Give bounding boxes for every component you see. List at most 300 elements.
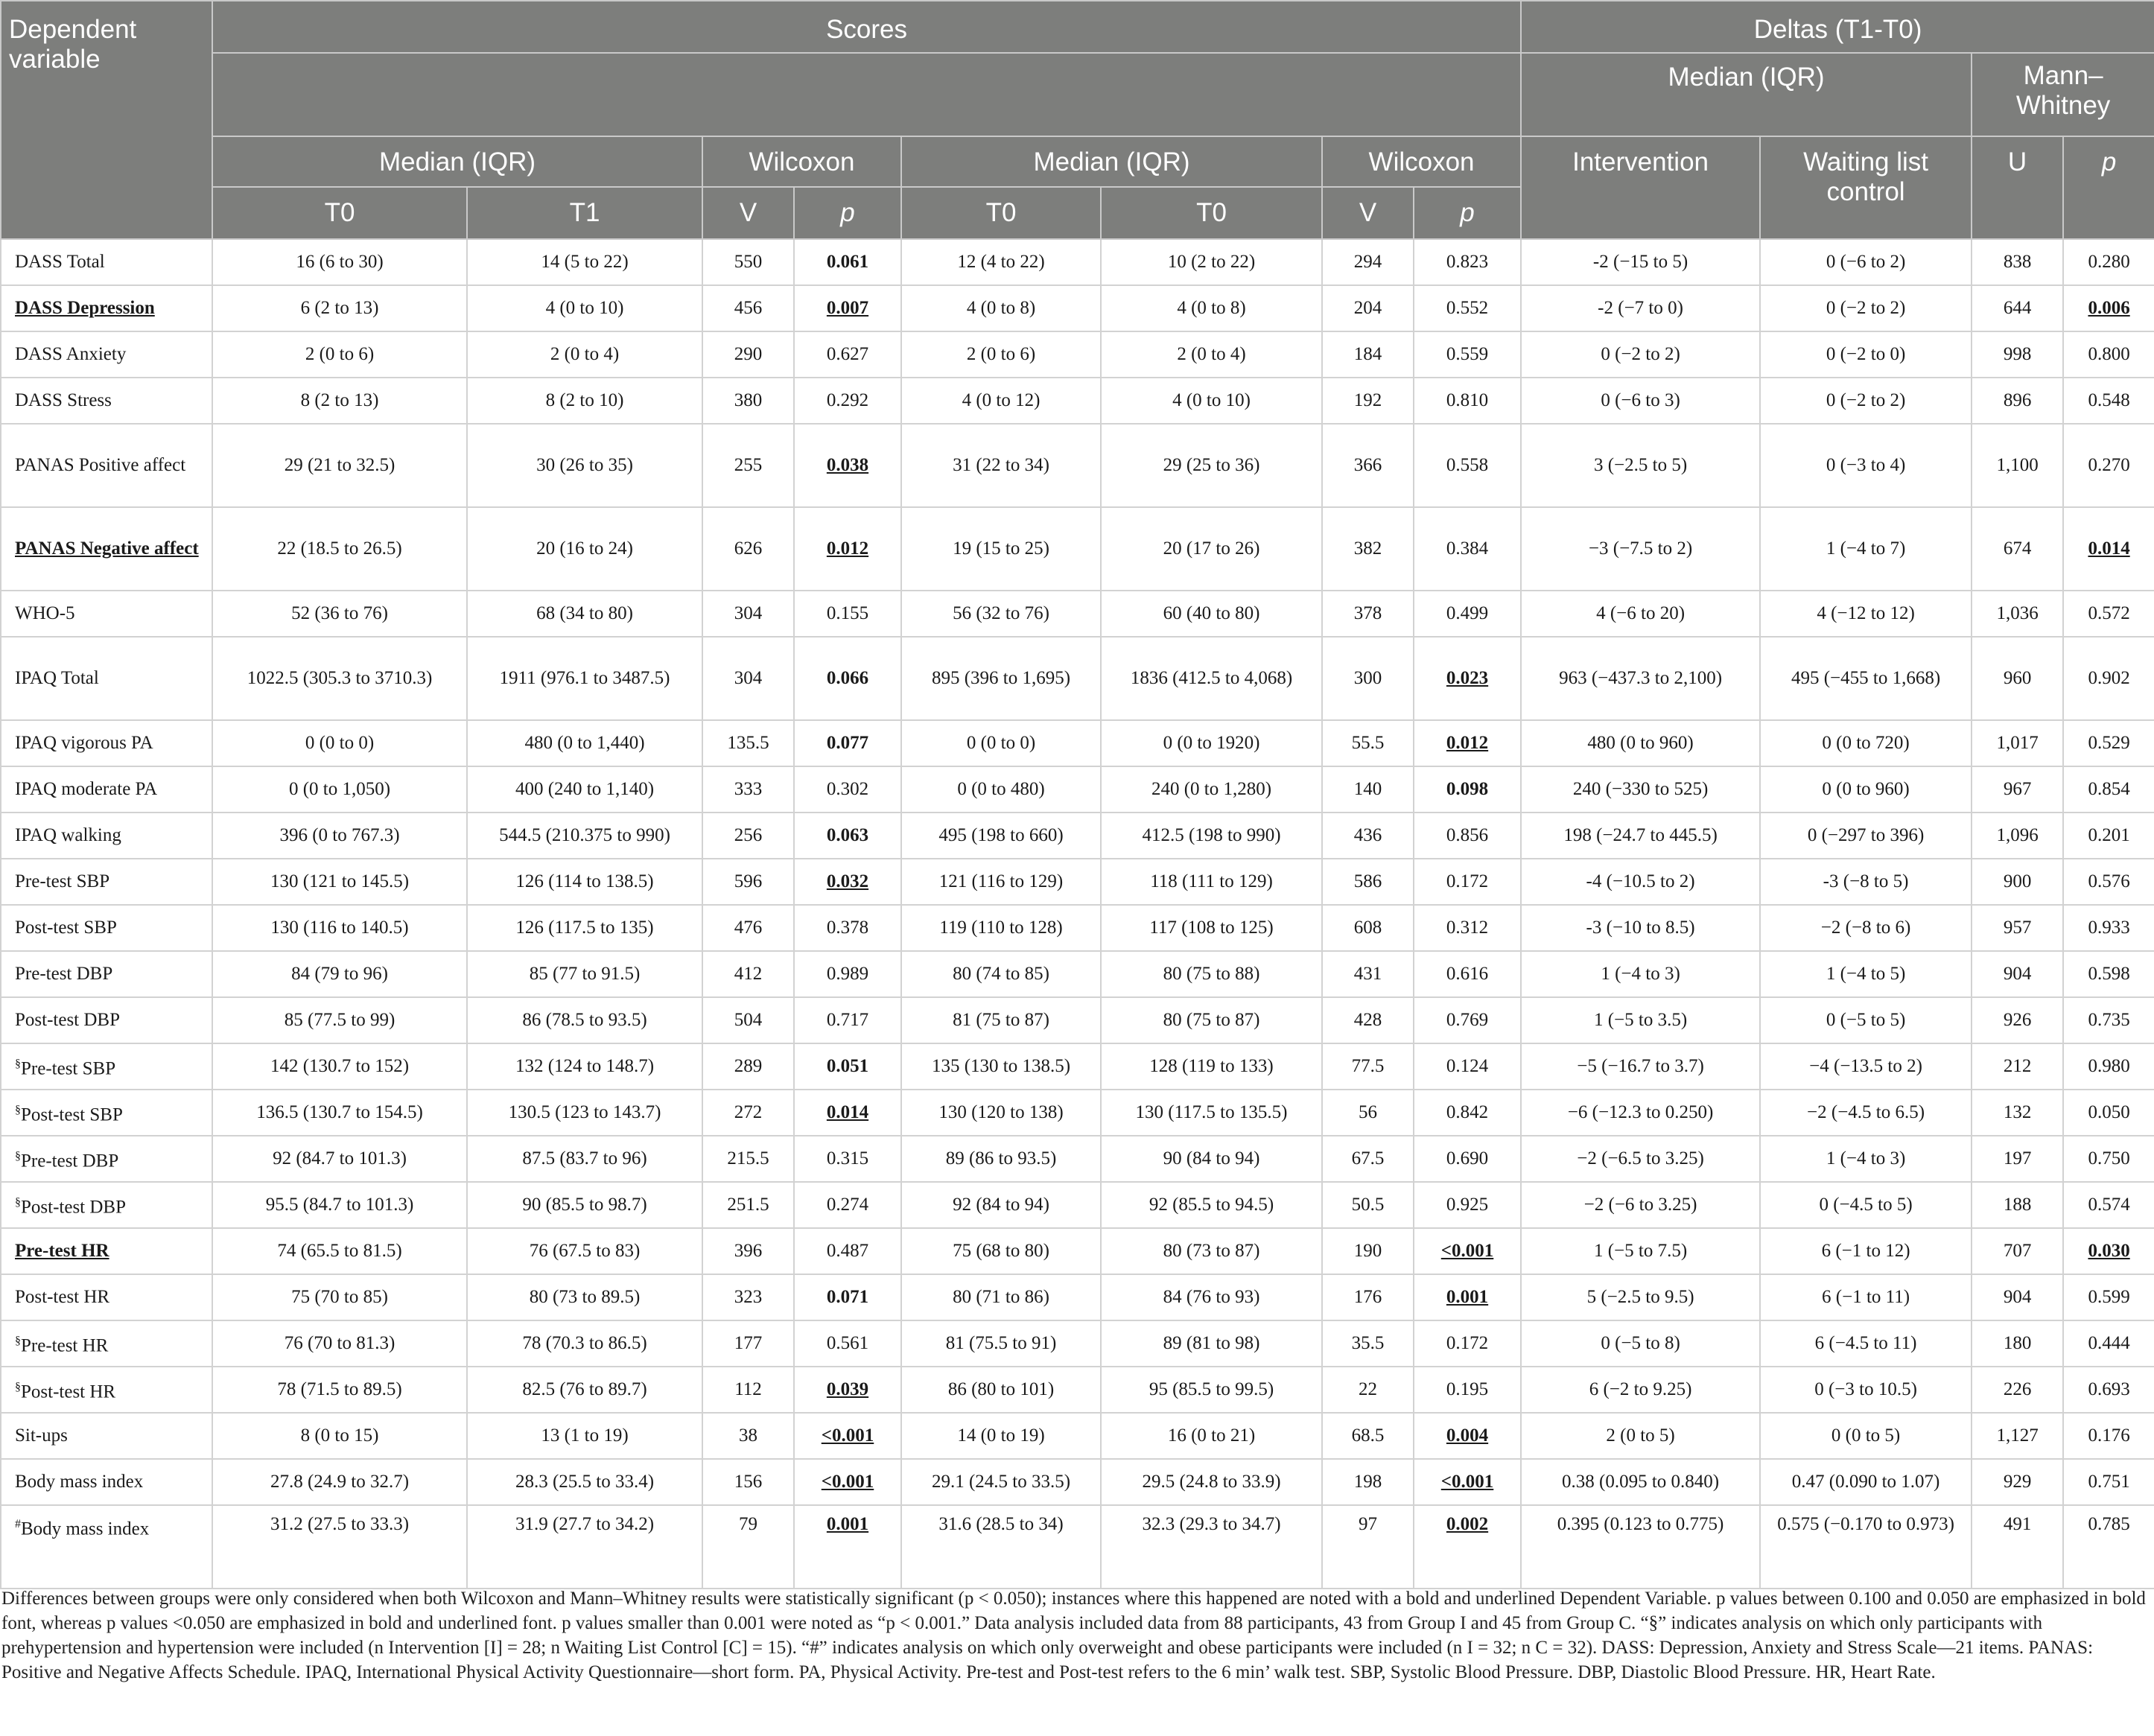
cell-value: 0.039 (826, 1379, 869, 1399)
cell-value: 85 (77.5 to 99) (284, 1010, 395, 1030)
cell-group2-t0-second (1101, 1505, 1322, 1589)
cell-group2-t0-second (1101, 859, 1322, 905)
cell-value: 586 (1353, 871, 1382, 891)
cell-dependent-variable (1, 1367, 212, 1413)
cell-group2-wilcoxon-v (1322, 997, 1414, 1043)
cell-group2-wilcoxon-v (1322, 813, 1414, 859)
cell-group2-wilcoxon-v (1322, 1090, 1414, 1136)
cell-value: 960 (2003, 668, 2032, 688)
cell-group2-wilcoxon-v (1322, 720, 1414, 766)
cell-mann-whitney-p (2063, 424, 2154, 507)
cell-value: 4 (0 to 12) (962, 390, 1041, 410)
cell-value: 904 (2003, 964, 2032, 984)
cell-value: 0 (−5 to 5) (1826, 1010, 1906, 1030)
header-group1-t1: T1 (467, 187, 702, 239)
cell-value: 0.061 (826, 252, 869, 272)
cell-value: 0.561 (826, 1333, 869, 1353)
cell-group1-t1 (467, 859, 702, 905)
cell-group2-wilcoxon-p (1414, 813, 1521, 859)
header-scores-spacer (212, 53, 1521, 136)
cell-value: 0.925 (1446, 1195, 1489, 1215)
cell-value: 0 (−2 to 0) (1826, 344, 1906, 364)
cell-value: 608 (1353, 918, 1382, 938)
cell-group1-wilcoxon-v (702, 507, 794, 591)
cell-value: 95.5 (84.7 to 101.3) (265, 1195, 414, 1215)
cell-group2-wilcoxon-p (1414, 331, 1521, 378)
cell-group2-wilcoxon-v (1322, 1505, 1414, 1589)
cell-group1-t1 (467, 378, 702, 424)
cell-value: 156 (734, 1472, 763, 1492)
cell-group1-wilcoxon-v (702, 1136, 794, 1182)
cell-value: 967 (2003, 779, 2032, 799)
cell-value: 1,100 (1996, 455, 2039, 475)
cell-group2-t0 (901, 859, 1101, 905)
cell-value: 0.032 (826, 871, 869, 891)
cell-value: 79 (739, 1514, 757, 1534)
cell-value: 396 (0 to 767.3) (279, 825, 400, 845)
cell-value: 0.312 (1446, 918, 1489, 938)
cell-value: 456 (734, 298, 763, 318)
table-row (1, 1274, 2154, 1320)
cell-value: 56 (1359, 1102, 1377, 1122)
cell-value: <0.001 (1440, 1472, 1494, 1492)
cell-value: 0 (0 to 0) (966, 733, 1036, 753)
cell-group1-wilcoxon-p (794, 766, 901, 813)
cell-value: 838 (2003, 252, 2032, 272)
cell-group1-wilcoxon-v (702, 1182, 794, 1228)
cell-value: 135 (130 to 138.5) (931, 1056, 1071, 1076)
cell-group1-wilcoxon-v (702, 813, 794, 859)
cell-value: 0.280 (2088, 252, 2130, 272)
cell-value: 4 (0 to 10) (1172, 390, 1251, 410)
cell-group1-wilcoxon-v (702, 1459, 794, 1505)
cell-value: 0.002 (1446, 1514, 1489, 1534)
cell-value: 76 (67.5 to 83) (529, 1241, 641, 1261)
cell-dependent-variable (1, 239, 212, 285)
cell-group1-wilcoxon-p (794, 1413, 901, 1459)
cell-group2-wilcoxon-p (1414, 1413, 1521, 1459)
cell-value: 6 (−4.5 to 11) (1814, 1333, 1917, 1353)
cell-group1-wilcoxon-v (702, 424, 794, 507)
cell-delta-waiting-list (1760, 239, 1972, 285)
cell-group2-t0 (901, 637, 1101, 720)
cell-value: 0.750 (2088, 1148, 2130, 1169)
cell-value: 412 (734, 964, 763, 984)
cell-group1-t1 (467, 1136, 702, 1182)
cell-delta-waiting-list (1760, 1090, 1972, 1136)
cell-value: 436 (1353, 825, 1382, 845)
cell-delta-intervention (1521, 1413, 1760, 1459)
cell-group1-t0 (212, 1367, 467, 1413)
cell-group1-wilcoxon-p (794, 951, 901, 997)
cell-group1-wilcoxon-p (794, 378, 901, 424)
cell-value: 428 (1353, 1010, 1382, 1030)
cell-mann-whitney-u (1972, 1136, 2063, 1182)
cell-group1-wilcoxon-v (702, 766, 794, 813)
header-mann-whitney: Mann–Whitney (1972, 53, 2154, 136)
cell-value: 0.270 (2088, 455, 2130, 475)
cell-value: 80 (71 to 86) (953, 1287, 1049, 1307)
cell-value: 1,017 (1996, 733, 2039, 753)
cell-value: 0.014 (826, 1102, 869, 1122)
cell-value: 0 (−2 to 2) (1826, 390, 1906, 410)
cell-group2-wilcoxon-p (1414, 1228, 1521, 1274)
cell-value: 0.195 (1446, 1379, 1489, 1399)
cell-delta-waiting-list (1760, 1182, 1972, 1228)
cell-value: 126 (117.5 to 135) (515, 918, 654, 938)
cell-value: 90 (85.5 to 98.7) (522, 1195, 647, 1215)
cell-group2-wilcoxon-v (1322, 859, 1414, 905)
cell-dependent-variable (1, 1413, 212, 1459)
cell-value: 1 (−5 to 7.5) (1593, 1241, 1688, 1261)
cell-group2-wilcoxon-v (1322, 1274, 1414, 1320)
cell-value: 480 (0 to 960) (1587, 733, 1694, 753)
cell-group1-t0 (212, 1274, 467, 1320)
cell-value: 92 (85.5 to 94.5) (1149, 1195, 1274, 1215)
cell-value: 1 (−4 to 7) (1826, 538, 1906, 559)
cell-group1-wilcoxon-v (702, 1090, 794, 1136)
header-group2-p: p (1414, 187, 1521, 239)
cell-group1-t0 (212, 766, 467, 813)
cell-value: 0.854 (2088, 779, 2130, 799)
cell-group2-wilcoxon-p (1414, 239, 1521, 285)
dependent-variable-label: Post-test SBP (21, 1104, 123, 1125)
cell-group2-wilcoxon-p (1414, 951, 1521, 997)
cell-value: 0.693 (2088, 1379, 2130, 1399)
cell-group2-wilcoxon-v (1322, 285, 1414, 331)
cell-value: 929 (2003, 1472, 2032, 1492)
cell-value: 6 (2 to 13) (300, 298, 379, 318)
cell-group1-t1 (467, 1459, 702, 1505)
dependent-variable-label: Post-test HR (21, 1382, 116, 1402)
cell-value: 0.176 (2088, 1425, 2130, 1446)
cell-group2-t0 (901, 424, 1101, 507)
cell-group1-t0 (212, 239, 467, 285)
cell-value: 0.001 (1446, 1287, 1489, 1307)
cell-group1-wilcoxon-p (794, 285, 901, 331)
cell-dependent-variable (1, 951, 212, 997)
cell-value: 0.274 (826, 1195, 869, 1215)
dependent-variable-label: Post-test HR (15, 1287, 110, 1307)
cell-value: 0.315 (826, 1148, 869, 1169)
cell-value: 963 (−437.3 to 2,100) (1559, 668, 1723, 688)
cell-group1-wilcoxon-p (794, 859, 901, 905)
cell-value: 380 (734, 390, 763, 410)
cell-value: 81 (75.5 to 91) (945, 1333, 1057, 1353)
dependent-variable-label: Post-test DBP (21, 1197, 127, 1218)
header-group2-v: V (1322, 187, 1414, 239)
cell-group2-t0-second (1101, 720, 1322, 766)
cell-group2-t0 (901, 285, 1101, 331)
cell-value: 29.5 (24.8 to 33.9) (1142, 1472, 1281, 1492)
cell-mann-whitney-u (1972, 766, 2063, 813)
header-mw-p: p (2063, 136, 2154, 239)
header-group1-t0: T0 (212, 187, 467, 239)
cell-group1-t1 (467, 285, 702, 331)
header-deltas-median-iqr: Median (IQR) (1521, 53, 1972, 136)
cell-group1-wilcoxon-v (702, 1228, 794, 1274)
cell-value: 0 (−5 to 8) (1601, 1333, 1680, 1353)
cell-mann-whitney-p (2063, 1090, 2154, 1136)
cell-group2-t0-second (1101, 905, 1322, 951)
cell-group2-t0 (901, 766, 1101, 813)
cell-value: 255 (734, 455, 763, 475)
cell-mann-whitney-p (2063, 331, 2154, 378)
cell-mann-whitney-u (1972, 1090, 2063, 1136)
cell-group2-wilcoxon-v (1322, 239, 1414, 285)
cell-value: 89 (81 to 98) (1163, 1333, 1260, 1353)
cell-value: 130 (120 to 138) (938, 1102, 1064, 1122)
cell-delta-intervention (1521, 1090, 1760, 1136)
cell-mann-whitney-p (2063, 1274, 2154, 1320)
cell-delta-waiting-list (1760, 1505, 1972, 1589)
cell-value: 118 (111 to 129) (1150, 871, 1273, 891)
cell-group2-wilcoxon-v (1322, 1136, 1414, 1182)
cell-value: 74 (65.5 to 81.5) (277, 1241, 402, 1261)
cell-group1-wilcoxon-v (702, 1367, 794, 1413)
cell-dependent-variable (1, 424, 212, 507)
cell-delta-intervention (1521, 1274, 1760, 1320)
header-dependent-variable: Dependent variable (1, 1, 212, 239)
cell-group1-wilcoxon-p (794, 997, 901, 1043)
cell-value: 67.5 (1351, 1148, 1385, 1169)
cell-value: 0.598 (2088, 964, 2130, 984)
cell-value: 304 (734, 668, 763, 688)
cell-value: 431 (1353, 964, 1382, 984)
cell-value: 0.030 (2088, 1241, 2130, 1261)
dependent-variable-label: IPAQ vigorous PA (15, 733, 153, 753)
cell-value: 1,096 (1996, 825, 2039, 845)
cell-delta-intervention (1521, 1182, 1760, 1228)
cell-value: 400 (240 to 1,140) (515, 779, 655, 799)
cell-value: 0.690 (1446, 1148, 1489, 1169)
cell-group2-t0 (901, 239, 1101, 285)
cell-group2-wilcoxon-p (1414, 1274, 1521, 1320)
cell-value: 0.444 (2088, 1333, 2130, 1353)
cell-value: 491 (2003, 1514, 2032, 1534)
dependent-variable-label: Pre-test SBP (15, 871, 110, 891)
cell-value: 896 (2003, 390, 2032, 410)
cell-mann-whitney-p (2063, 1367, 2154, 1413)
cell-group1-wilcoxon-p (794, 1459, 901, 1505)
cell-delta-waiting-list (1760, 1136, 1972, 1182)
cell-dependent-variable (1, 378, 212, 424)
cell-value: 128 (119 to 133) (1149, 1056, 1274, 1076)
cell-value: 4 (−12 to 12) (1817, 603, 1915, 623)
cell-dependent-variable (1, 1459, 212, 1505)
cell-value: 0.023 (1446, 668, 1489, 688)
cell-value: 56 (32 to 76) (953, 603, 1049, 623)
cell-mann-whitney-u (1972, 507, 2063, 591)
table-row (1, 951, 2154, 997)
cell-mann-whitney-p (2063, 1043, 2154, 1090)
cell-value: 0.989 (826, 964, 869, 984)
cell-dependent-variable (1, 813, 212, 859)
cell-value: −2 (−4.5 to 6.5) (1807, 1102, 1925, 1122)
cell-group2-t0 (901, 997, 1101, 1043)
footnote-marker: § (15, 1334, 21, 1347)
cell-delta-intervention (1521, 859, 1760, 905)
cell-value: 4 (0 to 8) (966, 298, 1036, 318)
cell-dependent-variable (1, 331, 212, 378)
cell-group2-t0-second (1101, 1274, 1322, 1320)
cell-value: 132 (2003, 1102, 2032, 1122)
cell-value: 16 (0 to 21) (1167, 1425, 1256, 1446)
cell-value: 998 (2003, 344, 2032, 364)
cell-value: 1 (−4 to 3) (1826, 1148, 1906, 1169)
cell-value: 0.599 (2088, 1287, 2130, 1307)
cell-group2-t0 (901, 1367, 1101, 1413)
cell-delta-waiting-list (1760, 591, 1972, 637)
cell-value: 300 (1353, 668, 1382, 688)
table-row (1, 507, 2154, 591)
cell-value: 85 (77 to 91.5) (529, 964, 641, 984)
cell-value: 0.38 (0.095 to 0.840) (1562, 1472, 1720, 1492)
cell-group2-t0 (901, 951, 1101, 997)
cell-value: 212 (2003, 1056, 2032, 1076)
cell-value: -3 (−10 to 8.5) (1586, 918, 1695, 938)
cell-group2-wilcoxon-v (1322, 951, 1414, 997)
cell-group2-t0-second (1101, 1136, 1322, 1182)
cell-group2-wilcoxon-v (1322, 331, 1414, 378)
cell-group1-wilcoxon-p (794, 507, 901, 591)
cell-group1-wilcoxon-p (794, 1320, 901, 1367)
cell-group1-t0 (212, 1043, 467, 1090)
cell-group1-t0 (212, 1228, 467, 1274)
cell-group1-wilcoxon-v (702, 637, 794, 720)
cell-value: 8 (2 to 10) (545, 390, 624, 410)
cell-dependent-variable (1, 766, 212, 813)
dependent-variable-label: Post-test DBP (15, 1010, 121, 1030)
cell-value: 19 (15 to 25) (953, 538, 1049, 559)
cell-delta-intervention (1521, 331, 1760, 378)
cell-value: 177 (734, 1333, 763, 1353)
cell-value: 626 (734, 538, 763, 559)
cell-value: 495 (198 to 660) (938, 825, 1064, 845)
cell-mann-whitney-u (1972, 1459, 2063, 1505)
cell-delta-intervention (1521, 766, 1760, 813)
header-group2-wilcoxon: Wilcoxon (1322, 136, 1521, 187)
cell-group1-t0 (212, 1320, 467, 1367)
cell-mann-whitney-u (1972, 720, 2063, 766)
cell-group2-wilcoxon-p (1414, 507, 1521, 591)
cell-value: 142 (130.7 to 152) (270, 1056, 410, 1076)
cell-delta-intervention (1521, 424, 1760, 507)
table-row (1, 766, 2154, 813)
table-header (1, 1, 2154, 239)
cell-group2-t0 (901, 1274, 1101, 1320)
cell-mann-whitney-p (2063, 507, 2154, 591)
cell-group1-wilcoxon-v (702, 951, 794, 997)
cell-group1-t0 (212, 1505, 467, 1589)
cell-delta-intervention (1521, 720, 1760, 766)
table-row (1, 1367, 2154, 1413)
cell-mann-whitney-u (1972, 1182, 2063, 1228)
cell-group1-wilcoxon-v (702, 1320, 794, 1367)
cell-group2-t0 (901, 1320, 1101, 1367)
cell-value: 0.980 (2088, 1056, 2130, 1076)
cell-delta-waiting-list (1760, 424, 1972, 507)
cell-group1-wilcoxon-v (702, 859, 794, 905)
cell-dependent-variable (1, 637, 212, 720)
dependent-variable-label: Pre-test DBP (15, 964, 113, 984)
dependent-variable-label: IPAQ moderate PA (15, 779, 158, 799)
cell-group1-t0 (212, 378, 467, 424)
cell-value: 84 (79 to 96) (291, 964, 388, 984)
cell-value: 31.6 (28.5 to 34) (938, 1514, 1064, 1534)
cell-value: 14 (0 to 19) (957, 1425, 1045, 1446)
cell-group1-wilcoxon-v (702, 591, 794, 637)
cell-group1-t0 (212, 997, 467, 1043)
cell-delta-intervention (1521, 997, 1760, 1043)
cell-group1-wilcoxon-p (794, 1228, 901, 1274)
cell-value: 0 (0 to 0) (305, 733, 375, 753)
cell-mann-whitney-u (1972, 1228, 2063, 1274)
cell-value: 8 (2 to 13) (300, 390, 379, 410)
cell-mann-whitney-u (1972, 951, 2063, 997)
table-row (1, 331, 2154, 378)
cell-group1-t0 (212, 591, 467, 637)
header-group1-p: p (794, 187, 901, 239)
header-group1-median-iqr: Median (IQR) (212, 136, 702, 187)
cell-value: 0.810 (1446, 390, 1489, 410)
cell-value: 0.014 (2088, 538, 2130, 559)
cell-value: 290 (734, 344, 763, 364)
cell-value: 0.902 (2088, 668, 2130, 688)
cell-delta-waiting-list (1760, 1320, 1972, 1367)
cell-value: 0.552 (1446, 298, 1489, 318)
cell-delta-intervention (1521, 1505, 1760, 1589)
cell-group2-t0-second (1101, 813, 1322, 859)
cell-value: 0.842 (1446, 1102, 1489, 1122)
cell-value: 6 (−2 to 9.25) (1589, 1379, 1692, 1399)
cell-value: 0 (0 to 1,050) (288, 779, 391, 799)
cell-mann-whitney-p (2063, 951, 2154, 997)
cell-group1-wilcoxon-v (702, 285, 794, 331)
cell-value: 926 (2003, 1010, 2032, 1030)
cell-mann-whitney-u (1972, 1274, 2063, 1320)
cell-delta-intervention (1521, 1320, 1760, 1367)
cell-delta-intervention (1521, 951, 1760, 997)
cell-group1-t0 (212, 859, 467, 905)
footnote-marker: § (15, 1103, 21, 1116)
cell-group1-wilcoxon-p (794, 1505, 901, 1589)
cell-delta-intervention (1521, 1367, 1760, 1413)
cell-delta-waiting-list (1760, 1228, 1972, 1274)
cell-dependent-variable (1, 1320, 212, 1367)
cell-value: 50.5 (1351, 1195, 1385, 1215)
cell-value: 0.012 (1446, 733, 1489, 753)
cell-value: 0.548 (2088, 390, 2130, 410)
cell-mann-whitney-p (2063, 285, 2154, 331)
cell-value: 0 (−2 to 2) (1601, 344, 1680, 364)
cell-value: −2 (−8 to 6) (1820, 918, 1911, 938)
cell-value: -3 (−8 to 5) (1823, 871, 1909, 891)
cell-delta-waiting-list (1760, 951, 1972, 997)
cell-value: 382 (1353, 538, 1382, 559)
cell-value: 31.2 (27.5 to 33.3) (270, 1514, 410, 1534)
cell-group1-t1 (467, 813, 702, 859)
cell-value: 198 (1353, 1472, 1382, 1492)
cell-group2-t0 (901, 1505, 1101, 1589)
cell-mann-whitney-p (2063, 997, 2154, 1043)
cell-group1-t1 (467, 1320, 702, 1367)
cell-value: -2 (−7 to 0) (1598, 298, 1683, 318)
cell-group1-wilcoxon-v (702, 997, 794, 1043)
cell-group1-wilcoxon-v (702, 1413, 794, 1459)
cell-value: 14 (5 to 22) (541, 252, 629, 272)
table-row (1, 239, 2154, 285)
